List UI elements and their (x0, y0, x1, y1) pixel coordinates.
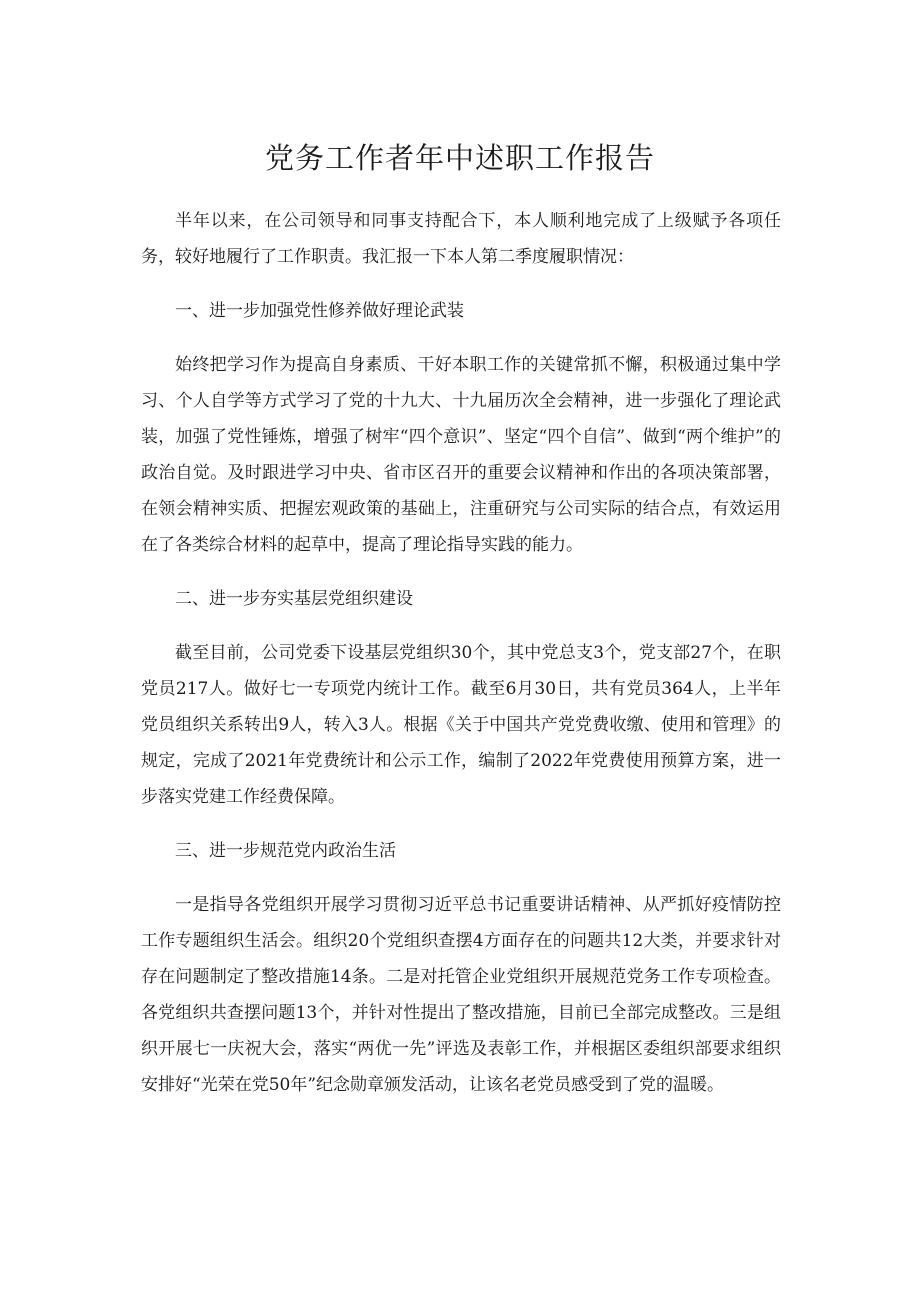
section-body-3: 一是指导各党组织开展学习贯彻习近平总书记重要讲话精神、从严抓好疫情防控工作专题组织生活会。组织20个党组织查摆4方面存在的问题共12大类，并要求针对存在问题制定了整改措施14条。二是对托管企业党组织开展规范党务工作专项检查。各党组织共查摆问题13个，并针对性提出了整改措施，目前已全部完成整改。三是组织开展七一庆祝大会，落实“两优一先”评选及表彰工作，并根据区委组织部要求组织安排好“光荣在党50年”纪念勋章颁发活动，让该名老党员感受到了党的温暖。 (141, 895, 781, 1095)
section-body-2: 截至目前，公司党委下设基层党组织30个，其中党总支3个，党支部27个，在职党员217人。做好七一专项党内统计工作。截至6月30日，共有党员364人，上半年党员组织关系转出9人，转入3人。根据《关于中国共产党党费收缴、使用和管理》的规定，完成了2021年党费统计和公示工作，编制了2022年党费使用预算方案，进一步落实党建工作经费保障。 (141, 643, 781, 807)
document-body (141, 203, 781, 1103)
section-heading-3: 三、进一步规范党内政治生活 (175, 841, 396, 861)
section-body-1: 始终把学习作为提高自身素质、干好本职工作的关键常抓不懈，积极通过集中学习、个人自学等方式学习了党的十九大、十九届历次全会精神，进一步强化了理论武装，加强了党性锤炼，增强了树牢“四个意识”、坚定“四个自信”、做到“两个维护”的政治自觉。及时跟进学习中央、省市区召开的重要会议精神和作出的各项决策部署，在领会精神实质、把握宏观政策的基础上，注重研究与公司实际的结合点，有效运用在了各类综合材料的起草中，提高了理论指导实践的能力。 (141, 355, 781, 555)
document-title: 党务工作者年中述职工作报告 (264, 141, 655, 175)
intro-paragraph: 半年以来，在公司领导和同事支持配合下，本人顺利地完成了上级赋予各项任务，较好地履行了工作职责。我汇报一下本人第二季度履职情况： (141, 211, 781, 267)
section-heading-1: 一、进一步加强党性修养做好理论武装 (175, 301, 464, 321)
section-heading-2: 二、进一步夯实基层党组织建设 (175, 589, 413, 609)
